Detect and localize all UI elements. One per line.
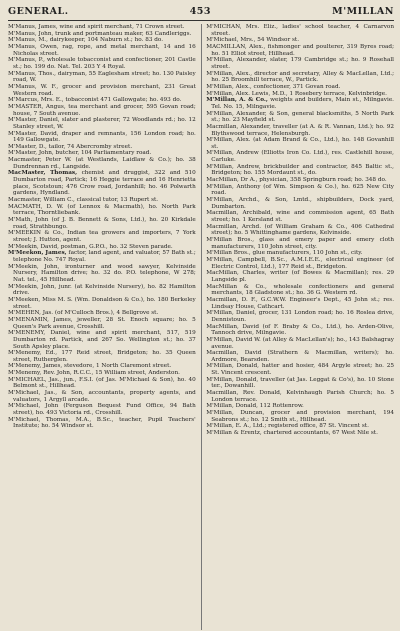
entry-name: M'Master, xyxy=(8,130,38,137)
entry-name: MacMaster, Thomas, xyxy=(8,170,78,177)
entry-name: Macmillan, xyxy=(206,123,239,130)
page-number: 453 xyxy=(189,6,212,17)
entry-name: M'Millan, xyxy=(206,423,234,430)
directory-entry xyxy=(206,57,394,70)
entry-details: Mrs. Eliz., ladies' school teacher, 4 Carnarvon street. xyxy=(211,24,394,37)
entry-details: John, junr. (at Kelvinside Nursery), ho. 82 Hamilton drive. xyxy=(13,283,196,297)
directory-entry xyxy=(206,430,394,437)
entry-name: M'Manus, xyxy=(8,24,37,30)
entry-details: Jas., & Son, accountants, property agents, and valuators, 1 Argyll arcade. xyxy=(13,390,196,403)
entry-name: M'Menemy, xyxy=(8,370,42,377)
directory-entry xyxy=(206,284,394,297)
entry-details: Alex., confectioner, 371 Govan road. xyxy=(233,83,341,90)
directory-entry xyxy=(206,177,394,184)
entry-details: & Co., Indian tea growers and importers, 7 York street; J. Hutton, agent. xyxy=(13,230,196,243)
directory-entry xyxy=(206,310,394,323)
entry-name: M'Michael, xyxy=(206,37,239,44)
entry-name: M'Meekin, xyxy=(8,263,39,270)
entry-name: M'MENAMIN, xyxy=(8,316,49,323)
entry-details: David (of F. Braby & Co., Ltd.), ho. Arden-Olive, Tannoch drive, Milngavie. xyxy=(211,323,394,337)
entry-details: James, jeweller, 28 St. Enoch square; ho. 5 Queen's Park avenue, Crosshill. xyxy=(13,316,196,330)
entry-name: Macmillan, xyxy=(206,390,239,397)
entry-details: Jas. (of M'Culloch Bros.), 4 Bellgrove st. xyxy=(40,310,159,317)
directory-entry xyxy=(206,337,394,350)
directory-entry xyxy=(206,91,394,98)
directory-entry xyxy=(8,197,196,204)
entry-details: David (Strathern & Macmillan, writers); ho. Ardmore, Bearsden. xyxy=(211,350,394,363)
entry-details: Angus, tea merchant and grocer, 595 Govan road; house, 7 South avenue. xyxy=(13,103,196,117)
entry-details: & Erentz, chartered accountants, 67 West Nile st. xyxy=(231,430,378,437)
header-section: GENERAL. xyxy=(8,6,69,17)
directory-entry xyxy=(8,244,196,251)
entry-name: M'Millan Bros., xyxy=(206,237,255,243)
entry-name: M'Millan, xyxy=(206,110,234,117)
entry-name: M'Manus, xyxy=(8,37,37,44)
directory-entry xyxy=(206,423,394,430)
entry-name: M'Millan, xyxy=(206,197,234,204)
entry-details: Alex., fishmonger and poulterer, 319 Byres road; ho. 51 Elliot street, Hillhead. xyxy=(211,43,394,57)
directory-entry xyxy=(206,184,394,197)
column-divider xyxy=(201,24,202,630)
entry-details: E. A., Ltd.; registered office, 87 St. Vincent st. xyxy=(233,423,369,430)
entry-details: Alex. Lewis, M.D., 1 Rosebery terrace, Kelvinbridge. xyxy=(233,90,387,97)
entry-details: Rev. John, R.C.C., 15 William street, Anderston. xyxy=(41,370,180,377)
entry-details: Andrew (Elliotts Iron Co. Ltd.), res. Castlehill house, Carluke. xyxy=(211,150,394,164)
entry-details: Archibald, wine and commission agent, 65 Bath street; ho. 1 Kersland st. xyxy=(211,210,394,224)
header-rule xyxy=(8,20,394,21)
entry-details: Alexander, traveller (at A. & R. Vannan, Ltd.); ho. 92 Blythswood terrace, Helensburgh. xyxy=(211,123,394,137)
entry-name: M'Millan, xyxy=(206,183,234,190)
entry-name: MACMATH, xyxy=(8,203,43,210)
entry-name: M'MASTER, xyxy=(8,103,44,110)
entry-details: Thos., dairyman, 55 Eaglesham street; ho. 130 Paisley road, W. xyxy=(13,70,196,84)
entry-details: Donald, 112 Rottenrow. xyxy=(233,403,304,410)
entry-name: M'Michael, xyxy=(8,416,41,423)
directory-entry xyxy=(206,224,394,237)
entry-details: factor, land agent, and valuator, 57 Bath st.; telephone No. 747 Royal. xyxy=(13,250,196,263)
entry-details: Andrew, brickbuilder and contractor, 845 Baltic st., Bridgeton; ho. 155 Mordaunt st., do. xyxy=(211,163,394,177)
entry-name: M'Meekin, xyxy=(8,283,39,290)
entry-details: John, ironturner and wood sawyer, Kelvinside Nursery, Hamilton drive; ho. 32 do. P.O. telephone, W 278; Nat. tel., 45 Hillhead. xyxy=(13,263,196,283)
directory-entry xyxy=(8,217,196,230)
entry-details: James, stevedore, 1 North Claremont street. xyxy=(41,363,172,370)
entry-details: W. F., grocer and provision merchant, 231 Great Western road. xyxy=(13,83,196,97)
entry-name: M'Millan, xyxy=(206,150,234,157)
right-column xyxy=(206,24,394,630)
entry-details: Mrs. E., tobacconist 471 Gallowgate; ho. 493 do. xyxy=(38,97,182,104)
directory-entry xyxy=(206,250,394,257)
directory-entry xyxy=(206,237,394,250)
entry-name: M'Millan, xyxy=(206,336,234,343)
entry-details: Thomas, M.A., B.Sc., teacher, Pupil Teachers' Institute; ho. 54 Windsor st. xyxy=(13,416,196,430)
entry-name: M'Manus, xyxy=(8,30,37,37)
entry-details: John, trunk and portmanteau maker, 63 Candleriggs. xyxy=(36,30,192,37)
entry-details: Owen, rag, rope, and metal merchant, 14 and 16 Nicholas street. xyxy=(13,43,196,57)
entry-details: Duncan, grocer and provision merchant, 194 Seabrons st.; ho. 12 Smith st., Hillhead. xyxy=(211,410,394,423)
entry-name: Macmillan, xyxy=(206,210,239,217)
entry-details: David, postman, G.P.O., ho. 32 Steven parade. xyxy=(38,243,173,250)
entry-name: MacMillan, xyxy=(206,270,239,277)
directory-entry xyxy=(206,37,394,44)
entry-details: Peter W. (at Westlands, Laidlaw & Co.); ho. 38 Dundrennan rd., Langside. xyxy=(13,157,196,170)
directory-entry xyxy=(8,377,196,390)
directory-entry xyxy=(8,204,196,217)
header-range: M'MILLAN xyxy=(332,6,394,17)
directory-entry xyxy=(206,403,394,410)
directory-entry xyxy=(8,230,196,243)
entry-details: Jas., jun., F.S.I. (of Jas. M'Michael & Son), ho. 40 Belmont st., Hillhead. xyxy=(13,376,196,390)
entry-name: M'Millan, xyxy=(206,70,234,77)
entry-name: M'Millan, A. & Co., xyxy=(206,97,268,104)
entry-details: John (Ferguson Bequest Fund Office, 94 Bath street), ho. 493 Victoria rd., Crosshill. xyxy=(13,403,196,417)
entry-details: Alex., director and secretary, Alley & MacLellan, Ltd.; ho. 25 Broomhill terrace, W., Partick. xyxy=(211,70,394,84)
entry-name: M'Millan xyxy=(206,430,232,437)
directory-entry xyxy=(206,350,394,363)
entry-name: M'Millan, xyxy=(206,310,234,317)
entry-name: MACMILLAN, xyxy=(206,43,247,50)
entry-name: M'Millan, xyxy=(206,410,234,417)
entry-details: M., dairykeeper, 104 Naburn st.; ho. 83 do. xyxy=(36,37,164,44)
entry-name: M'Manus, xyxy=(8,70,37,77)
directory-entry xyxy=(8,117,196,130)
entry-name: Macmaster, xyxy=(8,157,42,164)
directory-entry xyxy=(8,350,196,363)
directory-entry xyxy=(8,24,196,31)
entry-name: M'Manus, xyxy=(8,43,37,50)
entry-details: D., tailor, 74 Abercromby street. xyxy=(37,143,133,150)
entry-details: Ed., 177 Reid street, Bridgeton; ho. 35 Queen street, Rutherglen. xyxy=(13,350,196,363)
directory-entry xyxy=(8,71,196,84)
entry-name: M'Meekon, James, xyxy=(8,250,67,257)
entry-details: P., wholesale tobacconist and confectioner, 201 Castle st.; ho. 199 do. Nat. Tel. 203 Y 4 Royal. xyxy=(13,57,196,70)
entry-name: M'Millan Bros., xyxy=(206,250,251,257)
entry-details: Miss M. S. (Wm. Donaldson & Co.), ho. 180 Berkeley street. xyxy=(13,296,196,310)
directory-entry xyxy=(206,97,394,110)
entry-details: Anthony (of Wm. Simpson & Co.), ho. 625 New City road. xyxy=(211,183,394,197)
directory-entry xyxy=(206,197,394,210)
entry-details: Rev. Donald, Kelvinhaugh Parish Church; ho. 5 London terrace. xyxy=(211,390,394,403)
entry-details: Daniel, slater and plasterer, 72 Woodlands rd.; ho. 12 Stanley street, W. xyxy=(13,117,196,130)
directory-entry xyxy=(206,377,394,390)
entry-name: M'Millan, xyxy=(206,90,234,97)
directory-entry xyxy=(8,390,196,403)
entry-details: Archd., & Son, Lmtd., shipbuilders, Dock yard, Dumbarton. xyxy=(211,197,394,210)
directory-entry xyxy=(206,270,394,283)
entry-details: D. W. (of Lennox & Macmath), ho. North Park terrace, Thorntliebank. xyxy=(13,203,196,217)
entry-details: Alexander, & Son, general blacksmiths, 5 North Park st.; ho. 23 Mayfield st. xyxy=(211,110,394,124)
directory-entry xyxy=(206,410,394,423)
entry-name: Macmillan, xyxy=(206,223,239,230)
directory-entry xyxy=(206,257,394,270)
entry-name: M'Master, xyxy=(8,150,38,157)
directory-entry xyxy=(8,417,196,430)
entry-details: James, wine and spirit merchant, 71 Crown street. xyxy=(36,24,185,30)
columns xyxy=(8,24,394,630)
entry-details: glue manufacturers, 110 John st., city. xyxy=(250,250,363,257)
entry-name: M'Millan, xyxy=(206,57,234,64)
directory-entry xyxy=(8,97,196,104)
entry-details: Charles, writer (of Bowes & Macmillan); res. 29 Langside pl. xyxy=(211,270,394,283)
entry-name: M'Marcus, xyxy=(8,97,39,104)
directory-entry xyxy=(8,170,196,197)
entry-details: weights and builders, Main st., Milngavie. Tel. No. 15, Milngavie. xyxy=(211,97,394,110)
entry-name: MacMillan, xyxy=(206,177,239,184)
entry-details: Alexander, slater, 179 Cambridge st.; ho. 9 Rosehall street. xyxy=(211,57,394,70)
entry-details: Daniel, wine and spirit merchant, 517, 519 Dumbarton rd. Partick, and 267 So. Wellington st.; ho. 37 South Apsley place. xyxy=(13,330,196,350)
directory-entry xyxy=(8,37,196,44)
directory-entry xyxy=(8,104,196,117)
entry-name: M'Menemy, xyxy=(8,350,42,357)
entry-name: M'MEHEN, xyxy=(8,310,41,317)
directory-entry xyxy=(8,284,196,297)
directory-entry xyxy=(8,264,196,284)
directory-entry xyxy=(206,363,394,376)
directory-entry xyxy=(206,137,394,150)
entry-details: Daniel, grocer, 131 London road; ho. 16 Roslea drive, Dennistoun. xyxy=(211,310,394,323)
directory-entry xyxy=(8,317,196,330)
entry-details: Campbell, B.Sc., A.M.I.E.E., electrical engineer (of Electric Control, Ltd.), 177 Reid st., Bridgeton. xyxy=(211,256,394,270)
directory-entry xyxy=(8,310,196,317)
entry-name: M'Millan, xyxy=(206,376,234,383)
directory-entry xyxy=(8,57,196,70)
entry-name: M'Menemy, xyxy=(8,363,42,370)
entry-name: M'Manus, xyxy=(8,83,37,90)
entry-name: Macmillan, xyxy=(206,296,239,303)
directory-entry xyxy=(206,164,394,177)
entry-details: Donald, hatter and hosier, 484 Argyle street; ho. 25 St. Vincent crescent. xyxy=(211,363,394,377)
directory-entry xyxy=(8,131,196,144)
directory-entry xyxy=(206,324,394,337)
entry-name: MacMillan, xyxy=(206,323,239,330)
entry-name: M'Millan, xyxy=(206,363,234,370)
entry-details: glass and emery paper and emery cloth manufacturers, 110 John street, city. xyxy=(211,237,394,250)
entry-name: Macmaster, xyxy=(8,197,42,204)
directory-entry xyxy=(8,250,196,263)
directory-entry xyxy=(206,210,394,223)
directory-entry xyxy=(8,157,196,170)
directory-entry xyxy=(8,297,196,310)
entry-details: David W. (at Alley & MacLellan's); ho., 143 Balshagray avenue. xyxy=(211,336,394,350)
entry-details: Donald, traveller (at Jas. Leggat & Co's), ho. 10 Stone ter., Dowanhill. xyxy=(211,376,394,390)
entry-details: D. F., G.C.W.W. Engineer's Dept., 45 John st.; res. Lindsay House, Cathcart. xyxy=(211,296,394,310)
entry-name: M'Manus, xyxy=(8,57,37,64)
directory-entry xyxy=(8,44,196,57)
directory-entry xyxy=(206,111,394,124)
directory-entry xyxy=(206,390,394,403)
entry-name: M'Master, xyxy=(8,143,38,150)
entry-details: John (of J. B. Bennett & Sons, Ltd.), ho. 20 Kirkdale road, Strathbungo. xyxy=(13,217,196,230)
directory-entry xyxy=(206,84,394,91)
entry-details: Dr A., physician, 358 Springburn road; ho. 348 do. xyxy=(238,177,387,184)
entry-name: M'MENEMY, xyxy=(8,330,46,337)
entry-name: M'Millan, xyxy=(206,256,234,263)
directory-entry xyxy=(206,71,394,84)
directory-entry xyxy=(8,31,196,38)
entry-name: M'Meeken, xyxy=(8,296,41,303)
entry-name: M'Michael, xyxy=(8,390,41,397)
directory-entry xyxy=(8,330,196,350)
entry-name: M'Millan, xyxy=(206,137,234,144)
directory-entry xyxy=(8,144,196,151)
left-column xyxy=(8,24,196,630)
entry-details: chemist and druggist, 322 and 510 Dumbarton road, Partick; 16 Heggie terrace and 16 Henrietta place, Scotstoun; 476 Crow road, Jordanhill; ho. 46 Polwarth gardens, Hyndland. xyxy=(13,170,196,197)
entry-name: M'Millan, xyxy=(206,83,234,90)
page-header xyxy=(8,6,394,18)
directory-entry xyxy=(206,44,394,57)
entry-name: M'Master, xyxy=(8,117,38,124)
directory-entry xyxy=(206,297,394,310)
entry-name: M'MEEKIN xyxy=(8,230,41,237)
entry-name: M'MICHAN, xyxy=(206,24,242,30)
directory-entry xyxy=(8,403,196,416)
entry-details: Mrs., 54 Windsor st. xyxy=(238,37,300,44)
directory-entry xyxy=(206,150,394,163)
entry-details: David, draper and remnants, 156 London road; ho. 149 Gallowgate. xyxy=(13,130,196,144)
entry-details: Alex. (at Adam Brand & Co., Ltd.), ho. 148 Govanhill st. xyxy=(211,137,394,150)
directory-entry xyxy=(8,363,196,370)
entry-name: Macmillan, xyxy=(206,350,239,357)
entry-name: M'Meekin, xyxy=(8,243,39,250)
entry-details: Archd. (of William Graham & Co., 406 Cathedral street); ho. 5 Whittinghame gardens, Kelvinside. xyxy=(211,223,394,237)
directory-entry xyxy=(206,124,394,137)
entry-details: John, butcher, 104 Parliamentary road. xyxy=(37,150,152,157)
entry-name: M'MICHAEL, xyxy=(8,376,47,383)
entry-name: M'Millan, xyxy=(206,403,234,410)
entry-details: wholesale confectioners and general merchants, 18 Gladstone st.; ho. 36 G. Western rd. xyxy=(211,283,394,297)
directory-entry xyxy=(8,370,196,377)
entry-name: M'Millan, xyxy=(206,163,234,170)
entry-details: William C., classical tutor, 13 Rupert st. xyxy=(41,197,159,204)
entry-name: M'Math, xyxy=(8,217,33,224)
directory-entry xyxy=(206,24,394,37)
directory-entry xyxy=(8,84,196,97)
entry-name: MacMillan & Co., xyxy=(206,283,267,290)
entry-name: M'Michael, xyxy=(8,403,41,410)
